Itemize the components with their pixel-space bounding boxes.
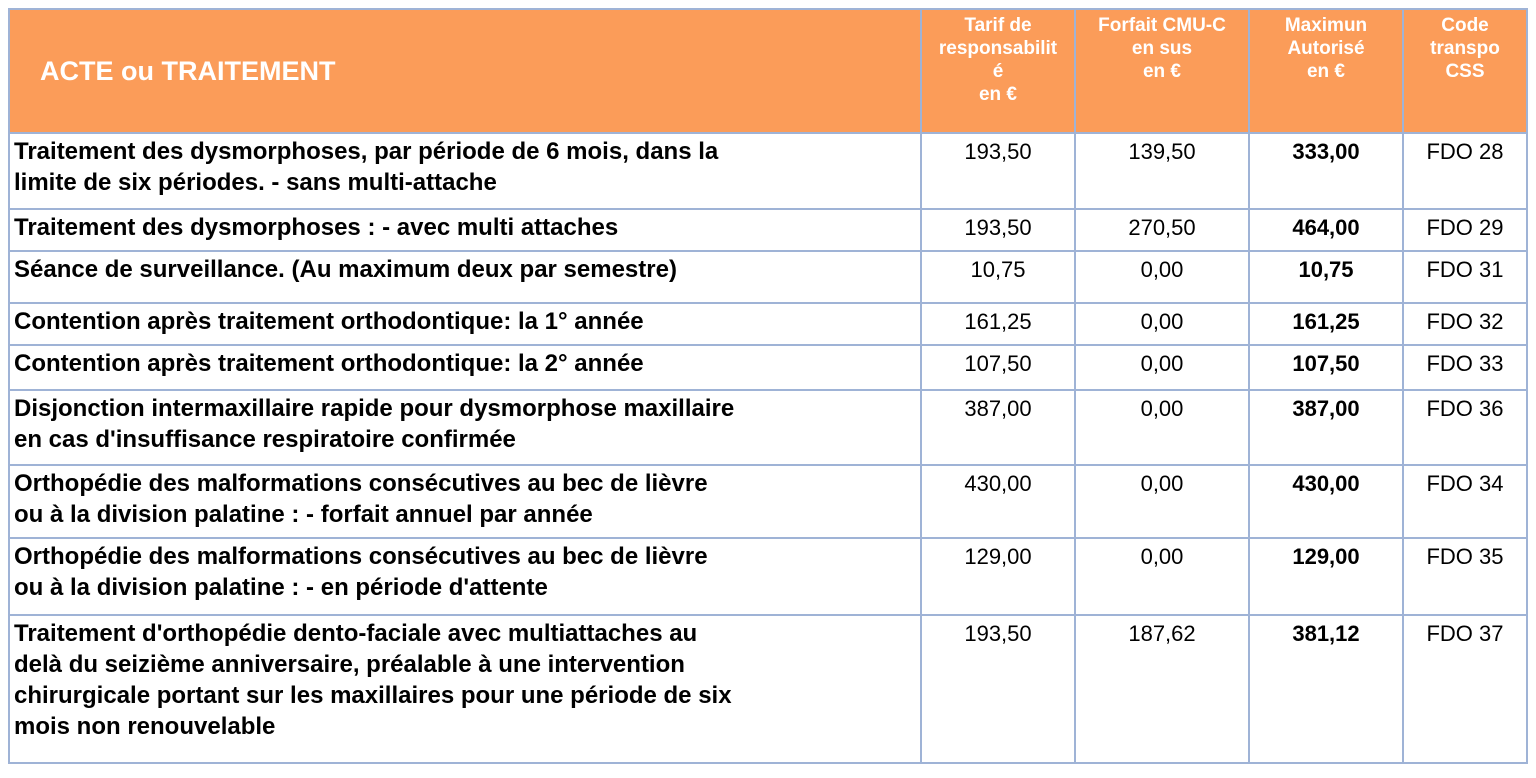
row-forfait: 0,00 [1075, 465, 1249, 538]
row-tarif: 129,00 [921, 538, 1075, 615]
row-code: FDO 33 [1403, 345, 1527, 390]
row-code: FDO 35 [1403, 538, 1527, 615]
row-code: FDO 32 [1403, 303, 1527, 345]
row-description: Séance de surveillance. (Au maximum deux par semestre) [9, 251, 921, 303]
table-row [9, 345, 1527, 390]
row-description: Orthopédie des malformations consécutives au bec de lièvre ou à la division palatine : - en période d'attente [9, 538, 921, 615]
table-row [9, 251, 1527, 303]
row-forfait: 139,50 [1075, 133, 1249, 209]
row-maximum: 430,00 [1249, 465, 1403, 538]
row-description: Contention après traitement orthodontique: la 1° année [9, 303, 921, 345]
row-maximum: 464,00 [1249, 209, 1403, 251]
header-acte: ACTE ou TRAITEMENT [9, 9, 921, 133]
table-row [9, 465, 1527, 538]
table-row [9, 615, 1527, 763]
row-description: Traitement des dysmorphoses, par période de 6 mois, dans la limite de six périodes. - sans multi-attache [9, 133, 921, 209]
row-tarif: 193,50 [921, 133, 1075, 209]
row-maximum: 387,00 [1249, 390, 1403, 465]
header-tarif: Tarif de responsabilit é en € [921, 9, 1075, 133]
header-maximum: Maximun Autorisé en € [1249, 9, 1403, 133]
row-maximum: 10,75 [1249, 251, 1403, 303]
row-forfait: 0,00 [1075, 303, 1249, 345]
row-forfait: 187,62 [1075, 615, 1249, 763]
table-row [9, 538, 1527, 615]
row-code: FDO 37 [1403, 615, 1527, 763]
row-forfait: 0,00 [1075, 390, 1249, 465]
table-row [9, 390, 1527, 465]
row-description: Contention après traitement orthodontique: la 2° année [9, 345, 921, 390]
row-maximum: 333,00 [1249, 133, 1403, 209]
row-tarif: 387,00 [921, 390, 1075, 465]
row-tarif: 193,50 [921, 209, 1075, 251]
row-maximum: 161,25 [1249, 303, 1403, 345]
row-tarif: 10,75 [921, 251, 1075, 303]
row-tarif: 430,00 [921, 465, 1075, 538]
tarif-table [8, 8, 1528, 764]
header-row [9, 9, 1527, 133]
row-description: Traitement d'orthopédie dento-faciale avec multiattaches au delà du seizième anniversaire, préalable à une intervention chirurgicale portant sur les maxillaires pour une période de six mois non renouvelable [9, 615, 921, 763]
row-description: Disjonction intermaxillaire rapide pour dysmorphose maxillaire en cas d'insuffisance respiratoire confirmée [9, 390, 921, 465]
row-code: FDO 28 [1403, 133, 1527, 209]
table-row [9, 133, 1527, 209]
row-forfait: 0,00 [1075, 538, 1249, 615]
row-code: FDO 34 [1403, 465, 1527, 538]
row-description: Orthopédie des malformations consécutives au bec de lièvre ou à la division palatine : - forfait annuel par année [9, 465, 921, 538]
row-forfait: 0,00 [1075, 251, 1249, 303]
header-forfait: Forfait CMU-C en sus en € [1075, 9, 1249, 133]
row-tarif: 107,50 [921, 345, 1075, 390]
row-forfait: 0,00 [1075, 345, 1249, 390]
row-maximum: 107,50 [1249, 345, 1403, 390]
header-code: Code transpo CSS [1403, 9, 1527, 133]
table-row [9, 303, 1527, 345]
row-maximum: 129,00 [1249, 538, 1403, 615]
row-forfait: 270,50 [1075, 209, 1249, 251]
table-row [9, 209, 1527, 251]
row-maximum: 381,12 [1249, 615, 1403, 763]
row-code: FDO 31 [1403, 251, 1527, 303]
row-code: FDO 36 [1403, 390, 1527, 465]
row-description: Traitement des dysmorphoses : - avec multi attaches [9, 209, 921, 251]
row-code: FDO 29 [1403, 209, 1527, 251]
row-tarif: 161,25 [921, 303, 1075, 345]
row-tarif: 193,50 [921, 615, 1075, 763]
